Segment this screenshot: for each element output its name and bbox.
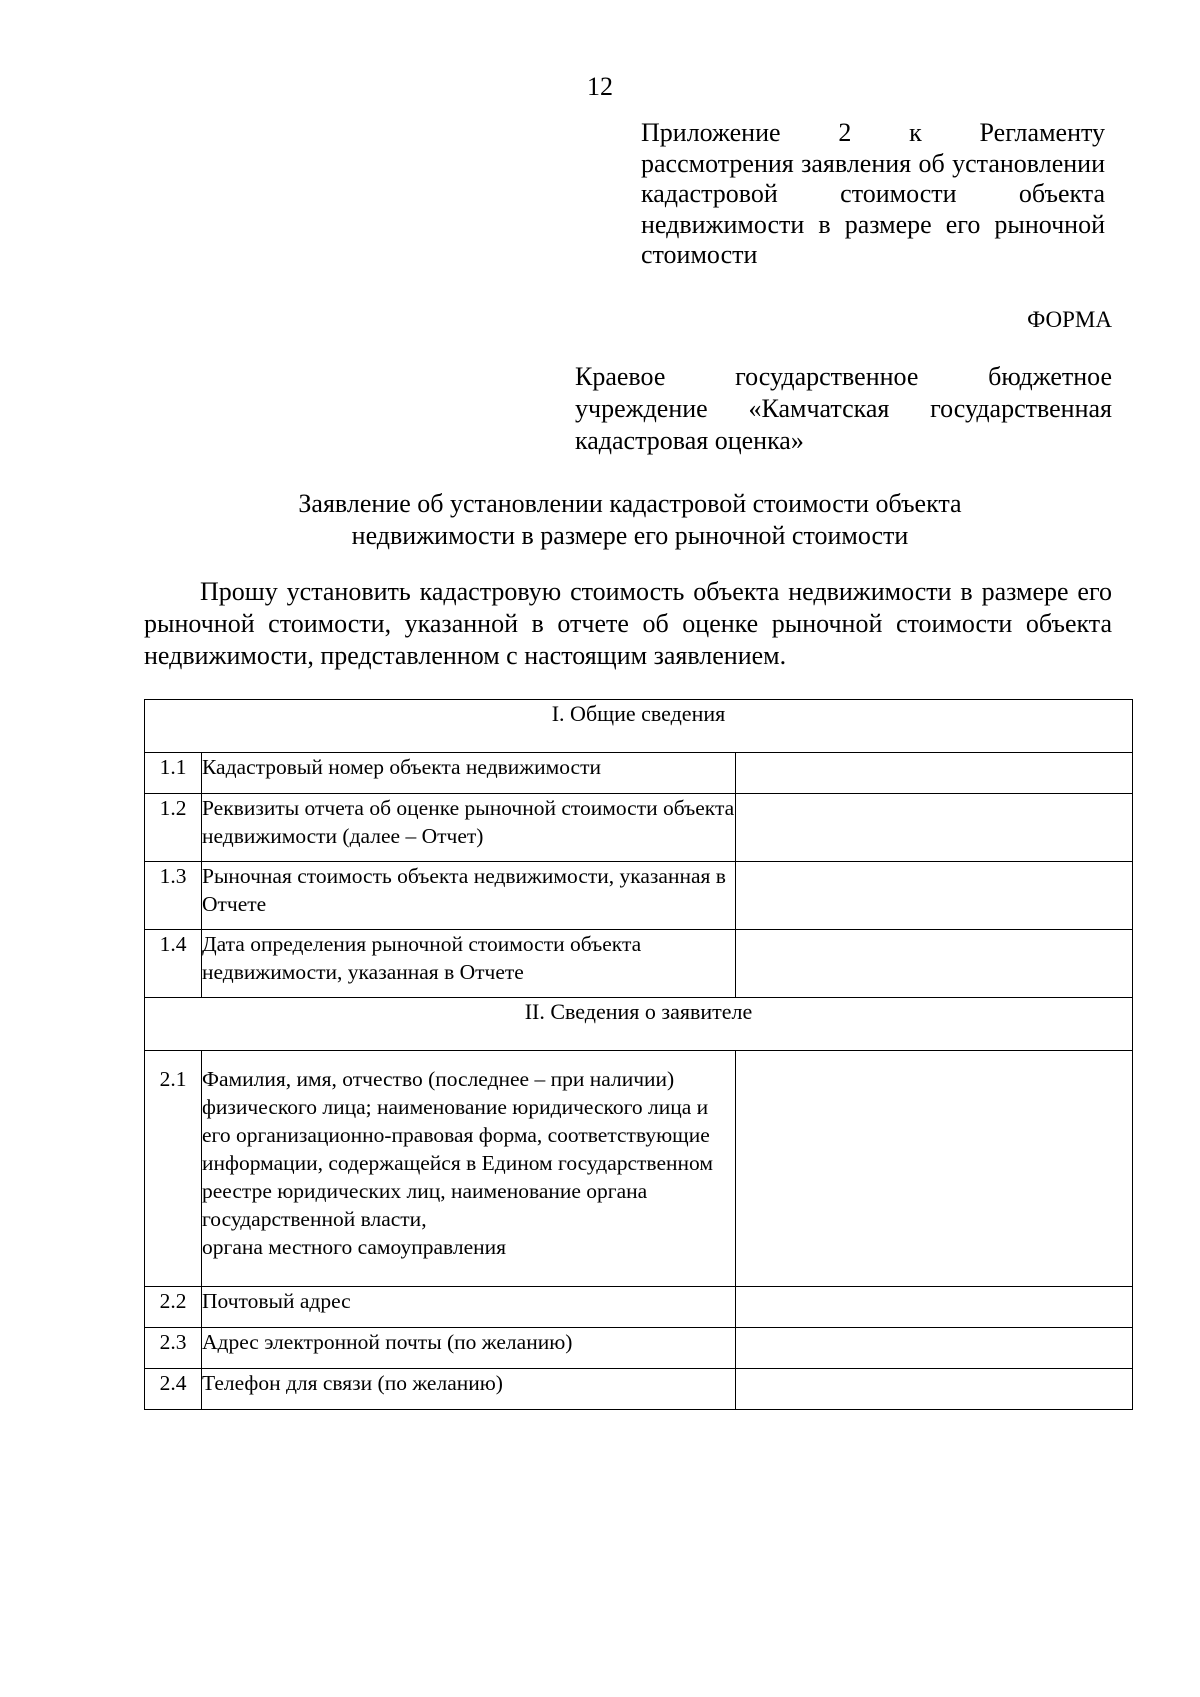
table-row (145, 1328, 1133, 1369)
row-label: Телефон для связи (по желанию) (202, 1369, 736, 1410)
row-number: 2.3 (145, 1328, 202, 1369)
row-number: 1.1 (145, 753, 202, 794)
report-details-field[interactable] (736, 794, 1133, 862)
postal-address-field[interactable] (736, 1287, 1133, 1328)
row-number: 2.4 (145, 1369, 202, 1410)
document-title-line-1: Заявление об установлении кадастровой стоимости объекта (298, 489, 962, 518)
row-label: Кадастровый номер объекта недвижимости (202, 753, 736, 794)
form-marker: ФОРМА (1027, 307, 1112, 332)
request-paragraph: Прошу установить кадастровую стоимость объекта недвижимости в размере его рыночной стоимости, указанной в отчете об оценке рыночной стоимости объекта недвижимости, представленном с настоящим заявлением. (144, 577, 1112, 670)
applicant-name-field[interactable] (736, 1051, 1133, 1287)
table-row (145, 862, 1133, 930)
table-row (145, 1051, 1133, 1287)
section-header-row (145, 998, 1133, 1051)
recipient-block: Краевое государственное бюджетное учреждение «Камчатская государственная кадастровая оценка» (575, 362, 1112, 455)
row-label-extra: органа местного самоуправления (202, 1235, 507, 1259)
market-value-field[interactable] (736, 862, 1133, 930)
document-title (140, 488, 1120, 552)
row-number: 1.2 (145, 794, 202, 862)
row-label: Фамилия, имя, отчество (последнее – при наличии) физического лица; наименование юридического лица и его организационно-правовая форма, соответствующие информации, содержащейся в Едином государственном реестре юридических лиц, наименование органа государственной власти, (202, 1067, 713, 1231)
appendix-note: Приложение 2 к Регламенту рассмотрения заявления об установлении кадастровой стоимости объекта недвижимости в размере его рыночной стоимости (641, 118, 1105, 269)
section-title-general: I. Общие сведения (145, 700, 1133, 753)
row-label: Рыночная стоимость объекта недвижимости, указанная в Отчете (202, 862, 736, 930)
table-row (145, 1369, 1133, 1410)
row-label: Реквизиты отчета об оценке рыночной стоимости объекта недвижимости (далее – Отчет) (202, 794, 736, 862)
section-title-applicant: II. Сведения о заявителе (145, 998, 1133, 1051)
table-row (145, 930, 1133, 998)
valuation-date-field[interactable] (736, 930, 1133, 998)
document-title-line-2: недвижимости в размере его рыночной стоимости (351, 521, 909, 550)
row-label-container (202, 1051, 736, 1287)
section-header-row (145, 700, 1133, 753)
cadastral-number-field[interactable] (736, 753, 1133, 794)
table-row (145, 794, 1133, 862)
row-number: 2.1 (145, 1051, 202, 1287)
application-form-table (144, 699, 1133, 1410)
row-label: Почтовый адрес (202, 1287, 736, 1328)
email-field[interactable] (736, 1328, 1133, 1369)
phone-field[interactable] (736, 1369, 1133, 1410)
row-label: Дата определения рыночной стоимости объекта недвижимости, указанная в Отчете (202, 930, 736, 998)
row-label: Адрес электронной почты (по желанию) (202, 1328, 736, 1369)
row-number: 1.3 (145, 862, 202, 930)
row-number: 2.2 (145, 1287, 202, 1328)
row-number: 1.4 (145, 930, 202, 998)
table-row (145, 1287, 1133, 1328)
table-row (145, 753, 1133, 794)
page-number: 12 (587, 72, 613, 101)
